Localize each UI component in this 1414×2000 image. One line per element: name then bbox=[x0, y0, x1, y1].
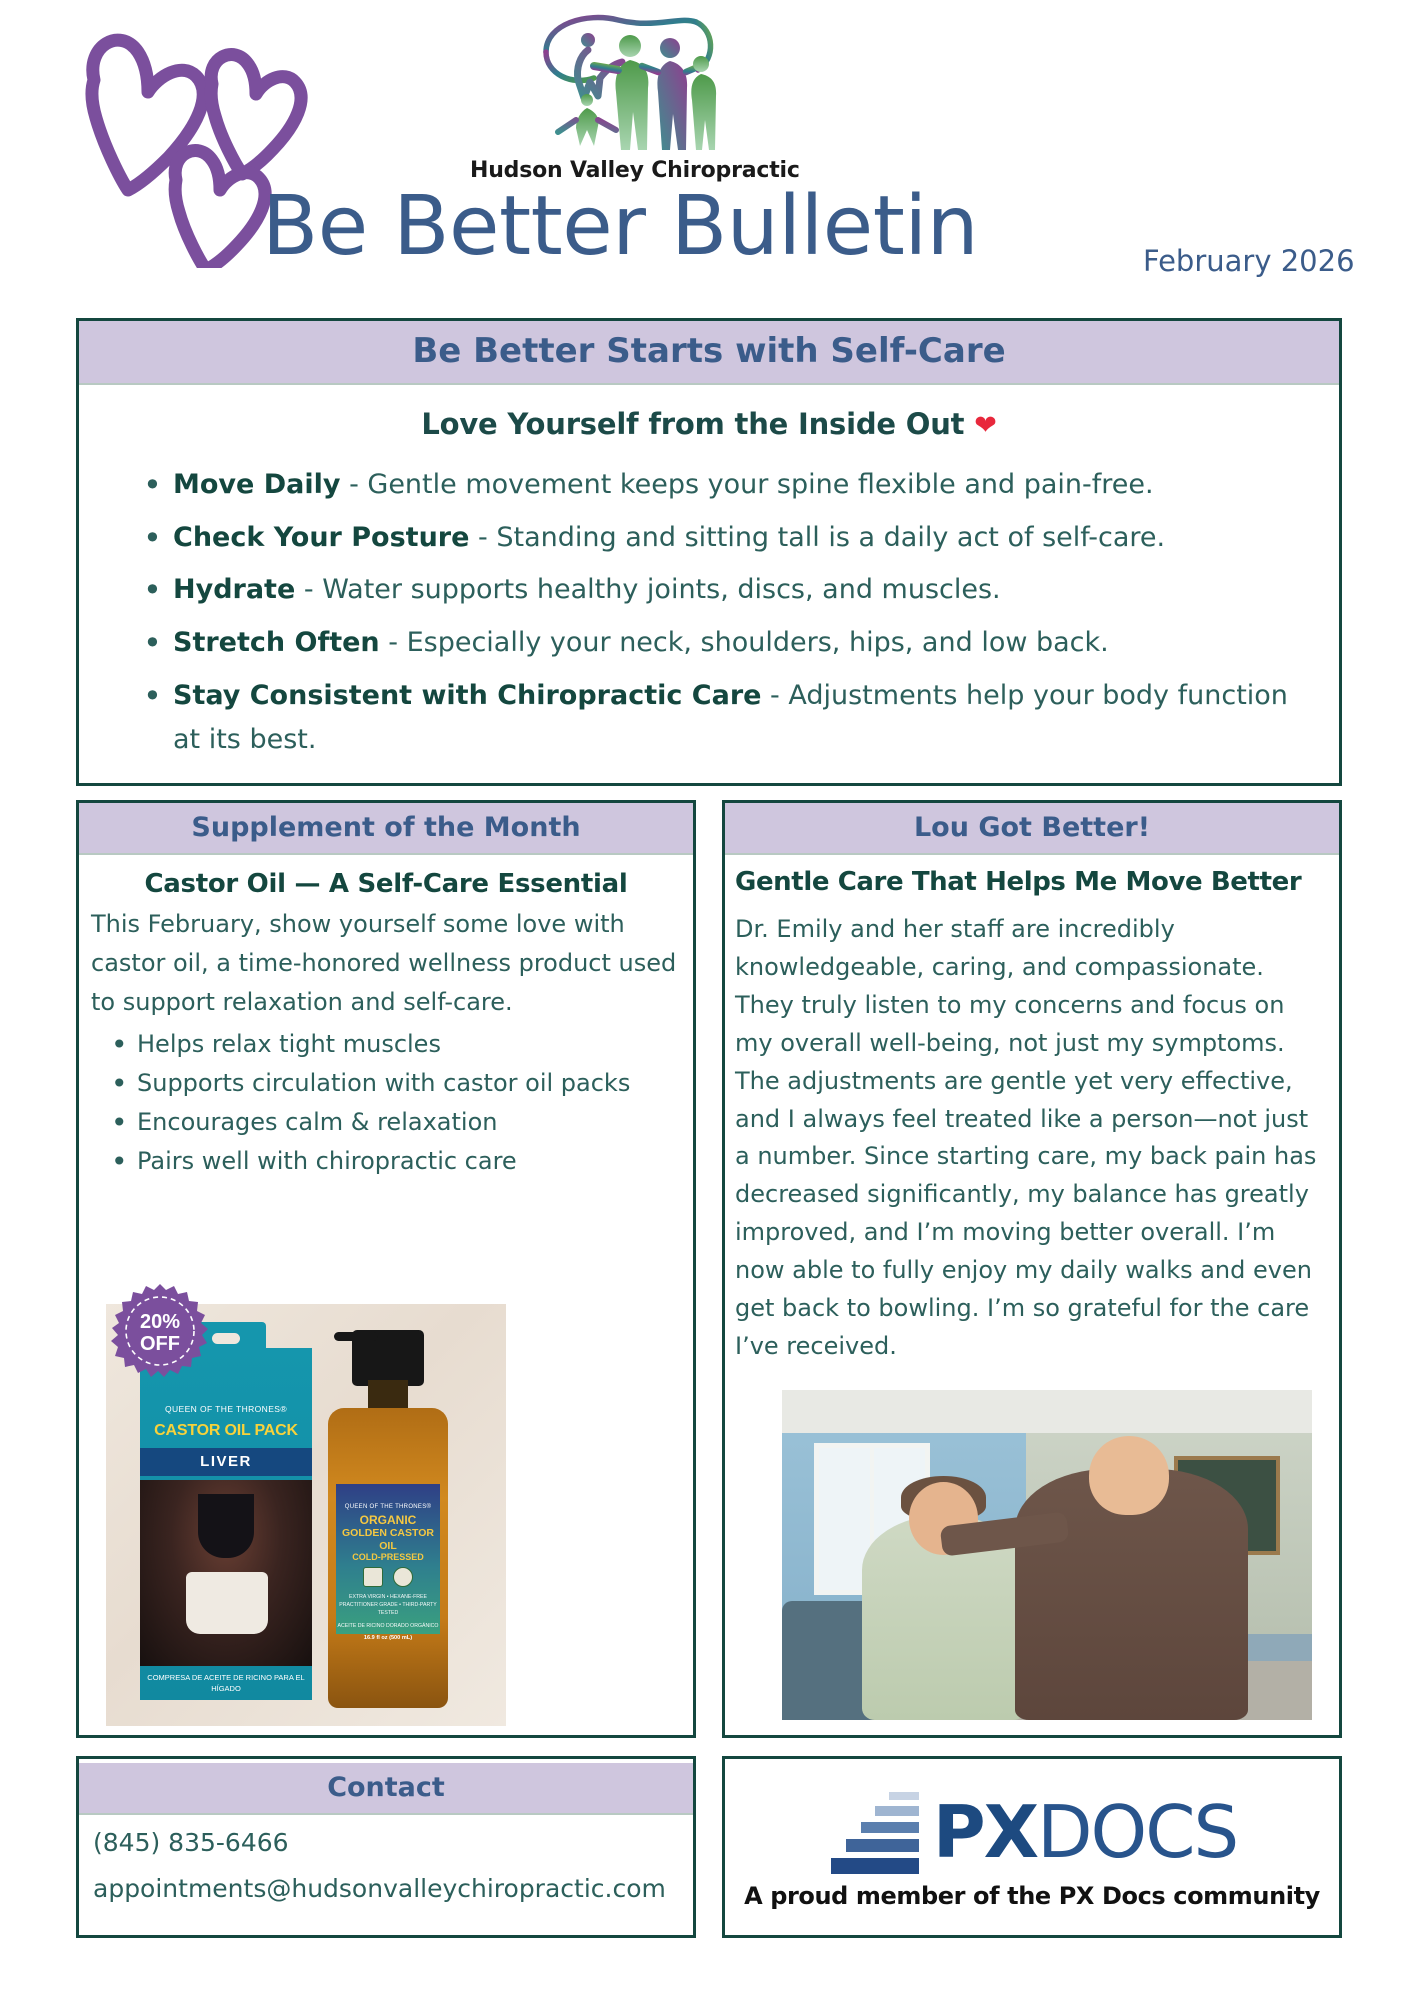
discount-label: OFF bbox=[140, 1333, 180, 1355]
bottle-label bbox=[336, 1484, 440, 1642]
list-item-text: - Water supports healthy joints, discs, and muscles. bbox=[295, 574, 1001, 606]
family-figures-logo-icon bbox=[520, 8, 720, 156]
list-item-text: - Standing and sitting tall is a daily act of self-care. bbox=[469, 521, 1166, 553]
supplement-title: Castor Oil — A Self-Care Essential bbox=[144, 869, 628, 899]
bottle-spanish: ACEITE DE RICINO DORADO ORGÁNICO bbox=[337, 1622, 439, 1629]
bottle-claims: EXTRA VIRGIN • HEXANE-FREE PRACTITIONER GRADE • THIRD-PARTY TESTED bbox=[339, 1594, 437, 1616]
red-heart-icon: ❤ bbox=[974, 410, 997, 441]
stairs-logo-icon bbox=[827, 1786, 923, 1878]
list-item bbox=[137, 568, 1299, 612]
bottle-certification-seals bbox=[336, 1567, 440, 1589]
list-item-term: Move Daily bbox=[173, 469, 341, 500]
list-item-text: - Especially your neck, shoulders, hips, and low back. bbox=[379, 627, 1109, 659]
product-pack-footer: COMPRESA DE ACEITE DE RICINO PARA EL HÍGADO bbox=[147, 1672, 305, 1693]
testimonial-body: Dr. Emily and her staff are incredibly knowledgeable, caring, and compassionate. They truly listen to my concerns and focus on my overall well-being, not just my symptoms. The adjustments are gentle yet very effective, and I always feel treated like a person—not just a number. Since starting care, my back pain has decreased significantly, my balance has greatly improved, and I’m moving better overall. I’m now able to fully enjoy my daily walks and even get back to bowling. I’m so grateful for the care I’ve received. bbox=[735, 915, 1317, 1360]
practice-logo-block bbox=[470, 8, 800, 183]
list-item-text: - Adjustments help your body function at its best. bbox=[173, 679, 1288, 755]
practice-name: Hudson Valley Chiropractic bbox=[470, 158, 800, 183]
product-pack-organ: LIVER bbox=[140, 1448, 312, 1476]
feature-subheading-text: Love Yourself from the Inside Out bbox=[421, 407, 965, 441]
product-pack-name: CASTOR OIL PACK bbox=[154, 1422, 298, 1439]
product-brand: QUEEN OF THE THRONES® bbox=[164, 1404, 288, 1414]
pxdocs-wordmark bbox=[932, 1789, 1238, 1874]
feature-panel bbox=[76, 318, 1342, 786]
supplement-benefits-list bbox=[105, 1026, 693, 1181]
bottle-size: 16.9 fl oz (500 mL) bbox=[363, 1635, 413, 1642]
castor-oil-pack-box bbox=[140, 1348, 312, 1700]
testimonial-title: Gentle Care That Helps Me Move Better bbox=[735, 867, 1302, 897]
list-item: • Pairs well with chiropractic care bbox=[105, 1143, 693, 1180]
page-title: Be Better Bulletin bbox=[262, 179, 979, 274]
list-item bbox=[137, 621, 1299, 665]
list-item bbox=[137, 674, 1299, 761]
photo-person-right-head bbox=[1089, 1436, 1169, 1515]
supplement-body: This February, show yourself some love with castor oil, a time-honored wellness product used to support relaxation and self-care. bbox=[91, 910, 677, 1016]
contact-phone[interactable]: (845) 835-6466 bbox=[93, 1828, 289, 1857]
contact-panel bbox=[76, 1756, 696, 1938]
discount-percent: 20% bbox=[139, 1311, 181, 1333]
contact-heading: Contact bbox=[79, 1763, 693, 1815]
feature-heading: Be Better Starts with Self-Care bbox=[79, 321, 1339, 385]
discount-badge bbox=[110, 1282, 210, 1382]
feature-list bbox=[137, 463, 1339, 761]
list-item bbox=[137, 516, 1299, 560]
bottle-pump-icon bbox=[352, 1330, 424, 1386]
list-item: • Encourages calm & relaxation bbox=[105, 1104, 693, 1141]
list-item: • Helps relax tight muscles bbox=[105, 1026, 693, 1063]
contact-email[interactable]: appointments@hudsonvalleychiropractic.com bbox=[93, 1874, 666, 1904]
bottle-line-coldpressed: COLD-PRESSED bbox=[352, 1552, 424, 1563]
list-item-term: Hydrate bbox=[173, 574, 296, 606]
pxdocs-logo-bold: PX bbox=[932, 1789, 1038, 1874]
list-item-term: Stretch Often bbox=[173, 627, 380, 659]
newsletter-header bbox=[0, 0, 1414, 310]
photo-ceiling bbox=[782, 1390, 1312, 1433]
testimonial-photo bbox=[782, 1390, 1312, 1720]
castor-oil-bottle bbox=[322, 1330, 454, 1712]
list-item bbox=[137, 463, 1299, 507]
testimonial-heading: Lou Got Better! bbox=[725, 803, 1339, 855]
issue-date: February 2026 bbox=[1143, 244, 1355, 278]
bottle-brand: QUEEN OF THE THRONES® bbox=[344, 1504, 432, 1510]
list-item-text: - Gentle movement keeps your spine flexible and pain-free. bbox=[340, 469, 1154, 500]
pxdocs-tagline: A proud member of the PX Docs community bbox=[744, 1882, 1320, 1910]
non-gmo-seal-icon bbox=[363, 1567, 383, 1587]
bottle-line-name: GOLDEN CASTOR OIL bbox=[342, 1527, 434, 1552]
bottle-body bbox=[328, 1408, 448, 1708]
list-item: • Supports circulation with castor oil packs bbox=[105, 1065, 693, 1102]
list-item-term: Stay Consistent with Chiropractic Care bbox=[173, 679, 762, 711]
pxdocs-logo bbox=[827, 1786, 1237, 1878]
usda-organic-seal-icon bbox=[393, 1567, 413, 1587]
bottle-line-organic: ORGANIC bbox=[359, 1513, 417, 1527]
supplement-heading: Supplement of the Month bbox=[79, 803, 693, 855]
pxdocs-panel bbox=[722, 1756, 1342, 1938]
feature-subheading bbox=[79, 407, 1339, 441]
pxdocs-logo-light: DOCS bbox=[1037, 1789, 1238, 1874]
product-model-photo bbox=[140, 1480, 312, 1666]
list-item-term: Check Your Posture bbox=[173, 521, 470, 553]
